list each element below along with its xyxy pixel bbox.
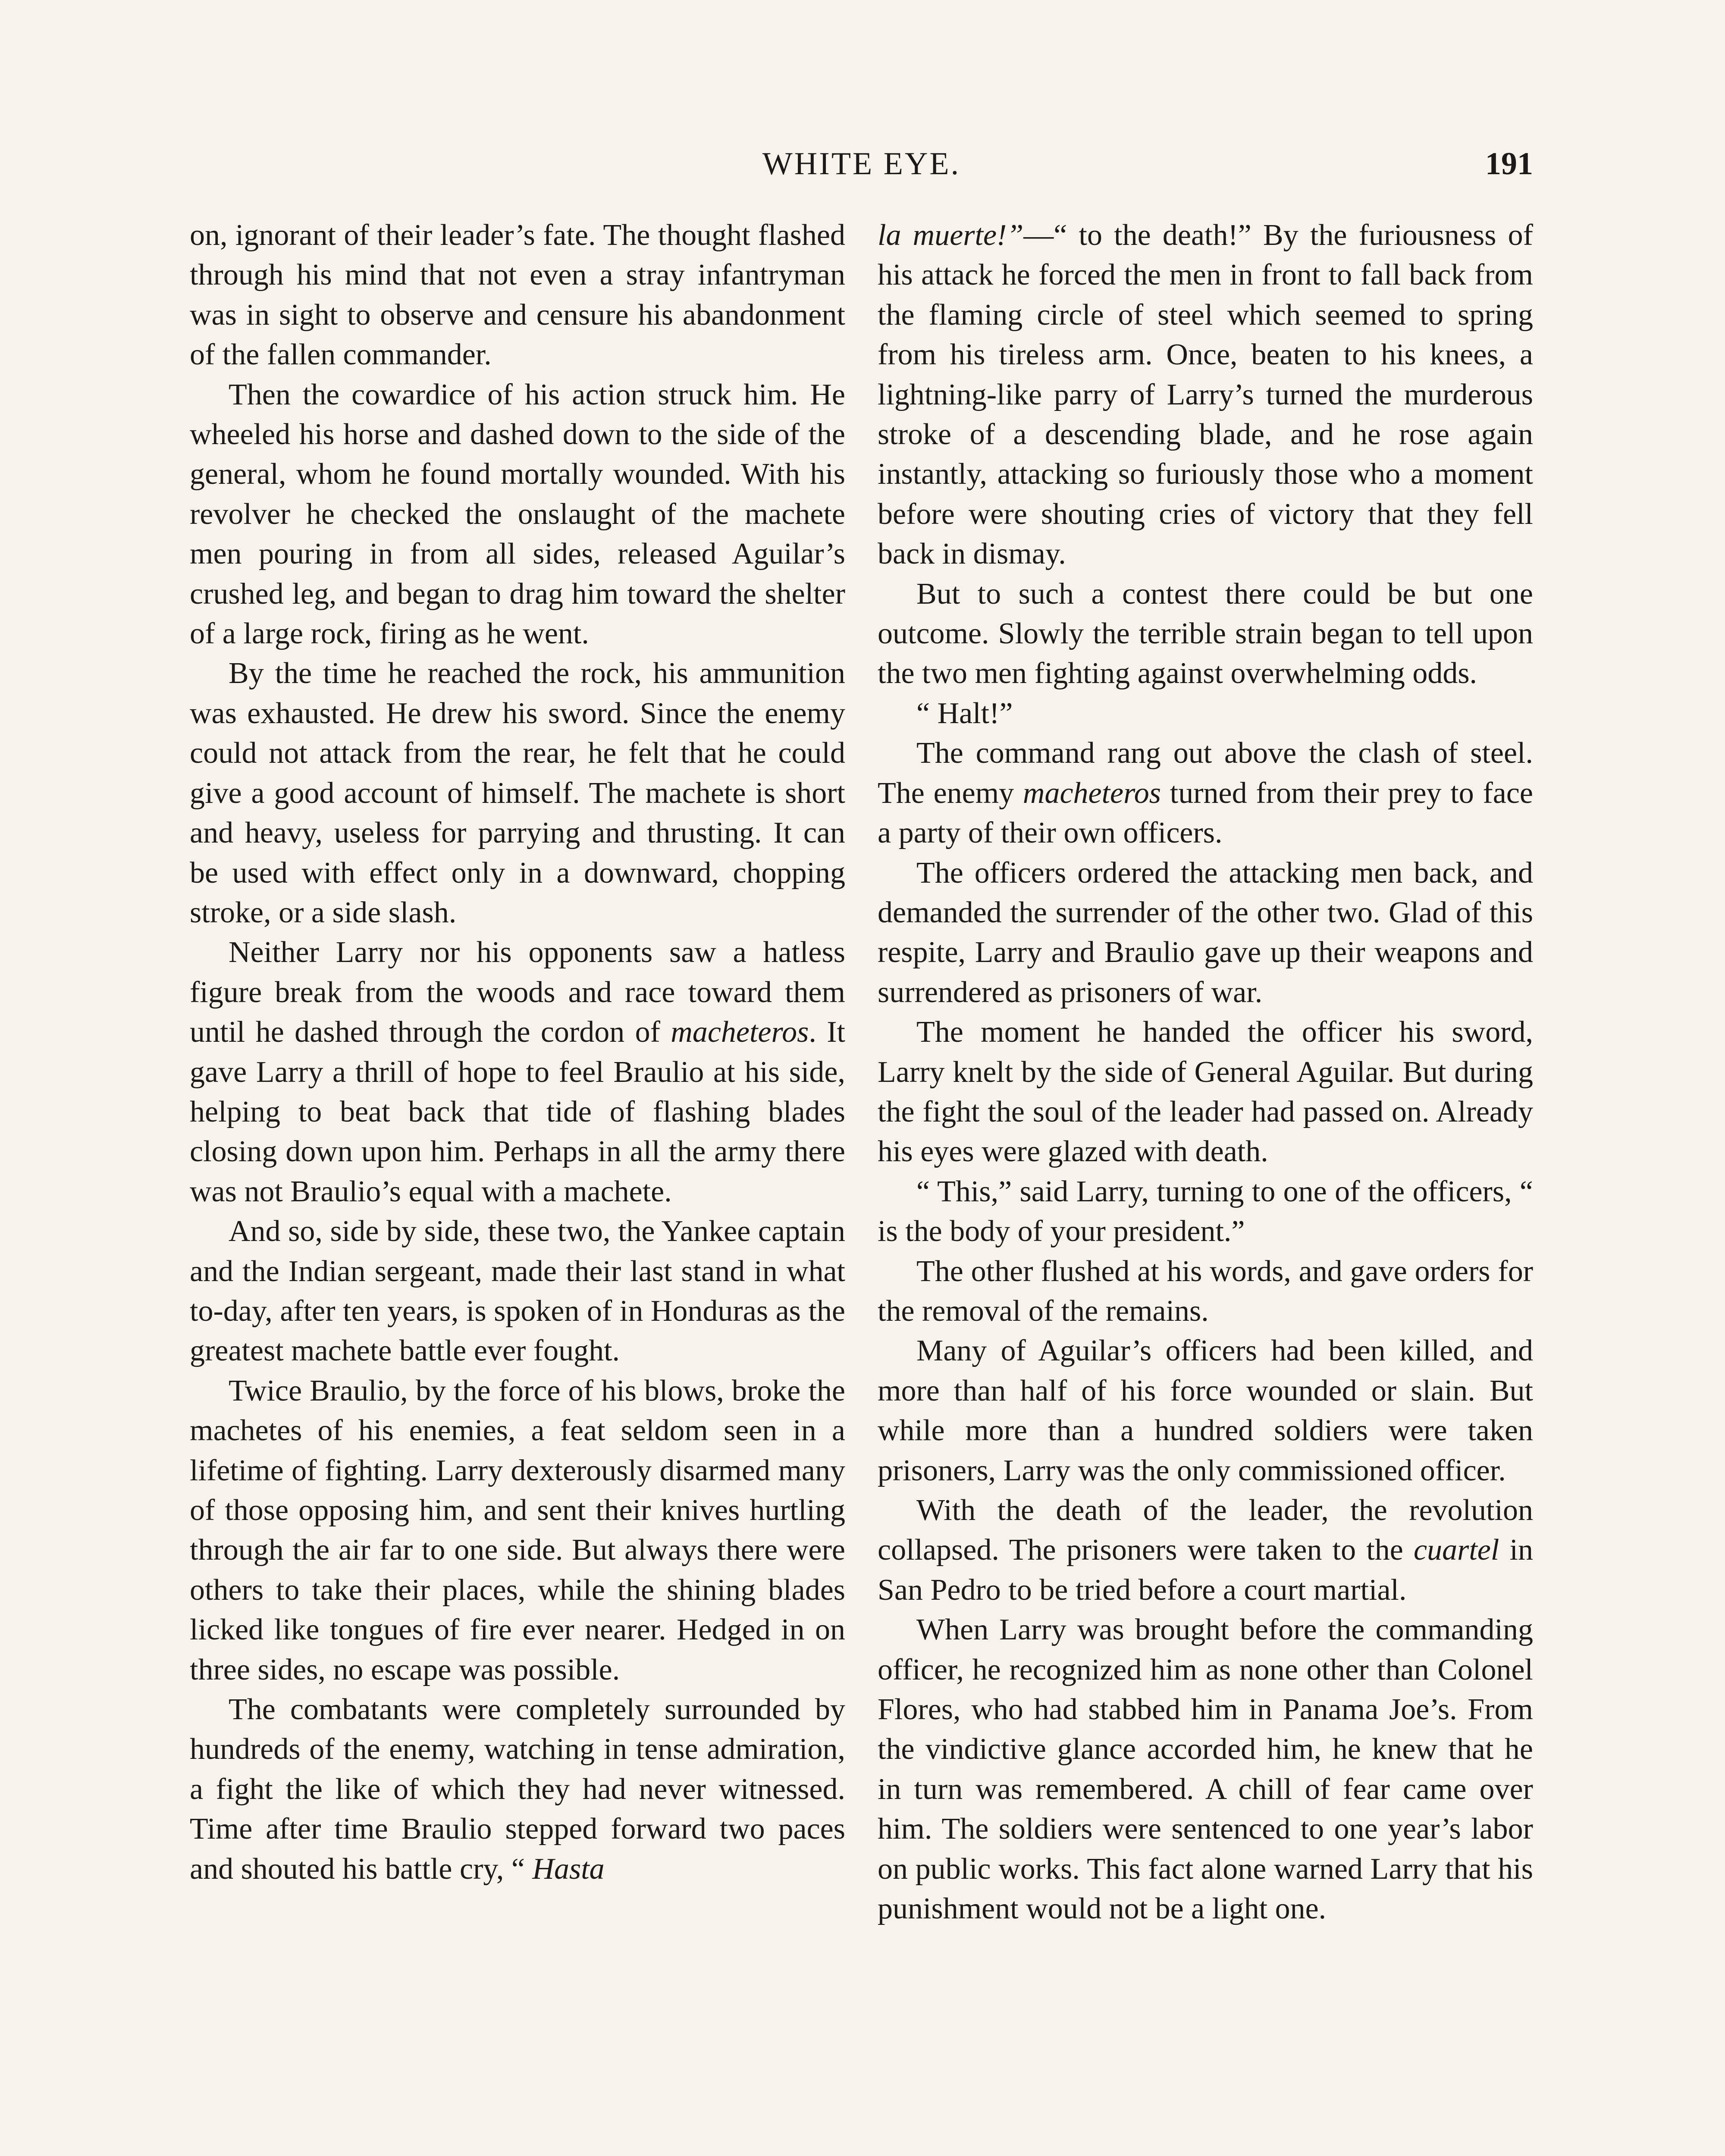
paragraph: The other flushed at his words, and gave orders for the removal of the remains. <box>878 1254 1533 1328</box>
paragraph: The command rang out above the clash of steel. The enemy macheteros turned from their prey to face a party of their own officers. <box>878 736 1533 850</box>
italic-term: cuartel <box>1414 1533 1499 1567</box>
paragraph: By the time he reached the rock, his ammunition was exhausted. He drew his sword. Since the enemy could not attack from the rear, he felt that he could give a good account of himself. The machete is short and heavy, useless for parrying and thrusting. It can be used with effect only in a downward, chopping stroke, or a side slash. <box>190 657 845 929</box>
paragraph: “ Halt!” <box>916 696 1013 730</box>
italic-term: macheteros <box>671 1015 809 1049</box>
paragraph: on, ignorant of their leader’s fate. The thought flashed through his mind that not even a stray infantryman was in sight to observe and censure his abandonment of the fallen commander. <box>190 219 845 372</box>
italic-term: Hasta <box>532 1852 605 1886</box>
paragraph: la muerte!”—“ to the death!” By the furiousness of his attack he forced the men in front to fall back from the flaming circle of steel which seemed to spring from his tireless arm. Once, beaten to his knees, a lightning-like parry of Larry’s turned the murderous stroke of a descending blade, and he rose again instantly, attacking so furiously those who a moment before were shouting cries of victory that they fell back in dismay. <box>878 219 1533 571</box>
paragraph: Many of Aguilar’s officers had been killed, and more than half of his force wounded or slain. But while more than a hundred soldiers were taken prisoners, Larry was the only commissioned officer. <box>878 1334 1533 1487</box>
left-column <box>190 216 845 1889</box>
paragraph: But to such a contest there could be but one outcome. Slowly the terrible strain began to tell upon the two men fighting against overwhelming odds. <box>878 577 1533 690</box>
paragraph: Neither Larry nor his opponents saw a hatless figure break from the woods and race toward them until he dashed through the cordon of macheteros. It gave Larry a thrill of hope to feel Braulio at his side, helping to beat back that tide of flashing blades closing down upon him. Perhaps in all the army there was not Braulio’s equal with a machete. <box>190 936 845 1208</box>
page-header <box>190 140 1533 188</box>
paragraph: The moment he handed the officer his sword, Larry knelt by the side of General Aguilar. But during the fight the soul of the leader had passed on. Already his eyes were glazed with death. <box>878 1015 1533 1169</box>
paragraph: “ This,” said Larry, turning to one of the officers, “ is the body of your president.” <box>878 1175 1533 1248</box>
italic-term: macheteros <box>1022 776 1161 810</box>
page-number: 191 <box>1485 146 1533 182</box>
paragraph: Twice Braulio, by the force of his blows, broke the machetes of his enemies, a feat seldom seen in a lifetime of fighting. Larry dexterously disarmed many of those opposing him, and sent their knives hurtling through the air far to one side. But always there were others to take their places, while the shining blades licked like tongues of fire ever nearer. Hedged in on three sides, no escape was possible. <box>190 1374 845 1686</box>
running-title: WHITE EYE. <box>762 146 961 182</box>
paragraph: With the death of the leader, the revolution collapsed. The prisoners were taken to the cuartel in San Pedro to be tried before a court martial. <box>878 1494 1533 1607</box>
right-column <box>878 216 1533 1929</box>
paragraph: And so, side by side, these two, the Yankee captain and the Indian sergeant, made their last stand in what to-day, after ten years, is spoken of in Honduras as the greatest machete battle ever fought. <box>190 1215 845 1368</box>
paragraph: When Larry was brought before the commanding officer, he recognized him as none other than Colonel Flores, who had stabbed him in Panama Joe’s. From the vindictive glance accorded him, he knew that he in turn was remembered. A chill of fear came over him. The soldiers were sentenced to one year’s labor on public works. This fact alone warned Larry that his punishment would not be a light one. <box>878 1613 1533 1926</box>
italic-term: la muerte!” <box>878 219 1024 252</box>
paragraph: The combatants were completely surrounded by hundreds of the enemy, watching in tense admiration, a fight the like of which they had never witnessed. Time after time Braulio stepped forward two paces and shouted his battle cry, “ Hasta <box>190 1693 845 1886</box>
paragraph: The officers ordered the attacking men back, and demanded the surrender of the other two. Glad of this respite, Larry and Braulio gave up their weapons and surrendered as prisoners of war. <box>878 856 1533 1009</box>
paragraph: Then the cowardice of his action struck him. He wheeled his horse and dashed down to the side of the general, whom he found mortally wounded. With his revolver he checked the onslaught of the machete men pouring in from all sides, released Aguilar’s crushed leg, and began to drag him toward the shelter of a large rock, firing as he went. <box>190 378 845 651</box>
